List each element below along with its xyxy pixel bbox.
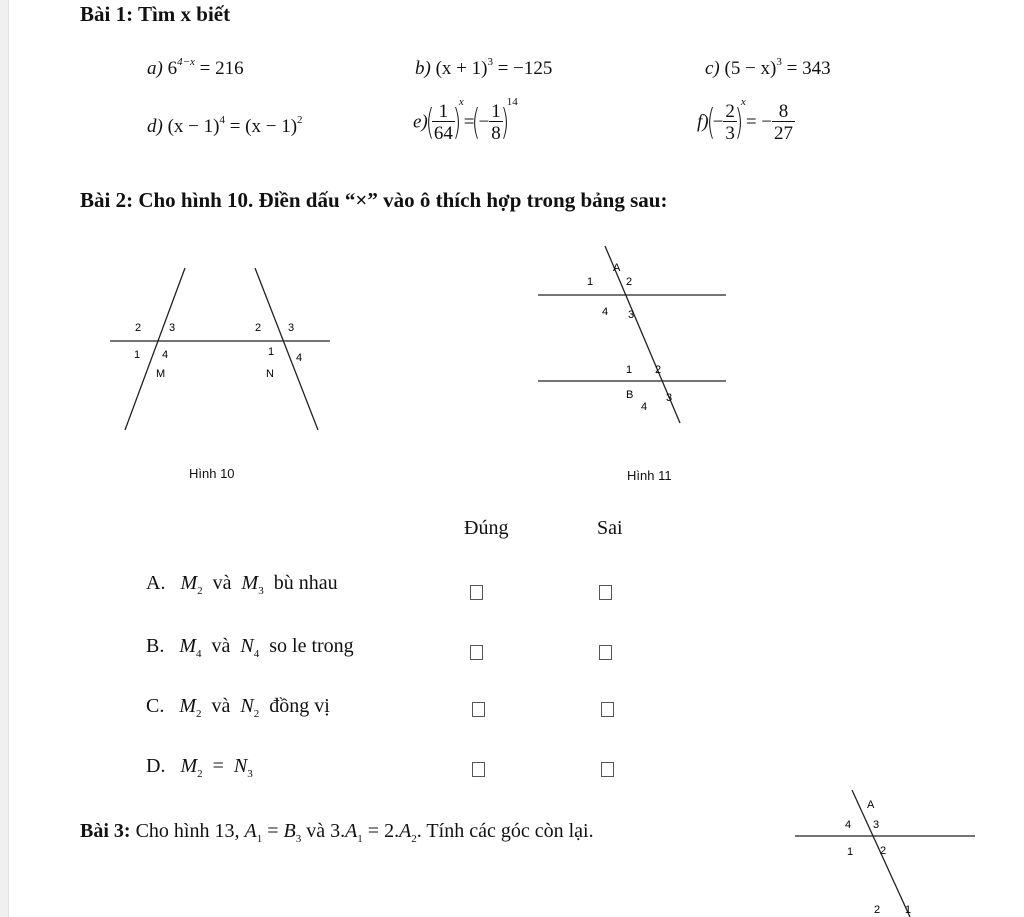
connector: và bbox=[211, 695, 231, 717]
bai1-item-c bbox=[705, 56, 831, 80]
exponent: 3 bbox=[776, 56, 782, 68]
fig11-a-1: 1 bbox=[587, 276, 594, 288]
item-label: c) bbox=[705, 58, 720, 79]
lhs: (x + 1) bbox=[435, 58, 488, 79]
connector: = bbox=[212, 755, 224, 777]
fig10-m-3: 3 bbox=[169, 322, 176, 334]
checkbox-a-false[interactable] bbox=[599, 585, 612, 600]
angle-index: 2 bbox=[197, 768, 203, 780]
table-row bbox=[146, 755, 253, 780]
bai2-title: Bài 2: Cho hình 10. Điền dấu “×” vào ô thích hợp trong bảng sau: bbox=[80, 188, 668, 212]
fig10-n-point: N bbox=[266, 368, 274, 380]
checkbox-d-true[interactable] bbox=[472, 762, 485, 777]
fig13-b-2: 2 bbox=[874, 904, 881, 916]
checkbox-b-true[interactable] bbox=[470, 645, 483, 660]
fig10-n-3: 3 bbox=[288, 322, 295, 334]
fraction-numerator: 2 bbox=[725, 101, 735, 123]
bai3-title: Bài 3: bbox=[80, 820, 131, 842]
fraction-denominator: 8 bbox=[491, 123, 501, 145]
equals-coefficient: = 2. bbox=[367, 820, 400, 842]
row-letter: A. bbox=[146, 572, 166, 594]
fig13-a-3: 3 bbox=[873, 819, 880, 831]
fig13-a-4: 4 bbox=[845, 819, 852, 831]
table-row bbox=[146, 695, 330, 720]
connector: và bbox=[212, 572, 232, 594]
bai1-item-a bbox=[147, 56, 244, 80]
fraction-denominator: 27 bbox=[774, 123, 793, 145]
exponent-left: 4 bbox=[219, 114, 225, 126]
lhs: (5 − x) bbox=[724, 58, 777, 79]
connector: và bbox=[306, 820, 326, 842]
fig10-m-point: M bbox=[156, 368, 166, 380]
fig10-m-4: 4 bbox=[162, 349, 169, 361]
bai1-item-b bbox=[415, 56, 552, 80]
fig11-a-3: 3 bbox=[628, 309, 635, 321]
fig11-b-3: 3 bbox=[666, 392, 673, 404]
rhs: = 216 bbox=[199, 58, 244, 79]
rhs: = −125 bbox=[497, 58, 553, 79]
fraction-numerator: 8 bbox=[778, 101, 789, 123]
bai1-title: Bài 1: Tìm x biết bbox=[80, 2, 231, 26]
fig10-n-4: 4 bbox=[296, 352, 303, 364]
angle-name: M bbox=[180, 572, 198, 594]
col-header-false: Sai bbox=[597, 517, 623, 539]
checkbox-d-false[interactable] bbox=[601, 762, 614, 777]
bai1-item-d bbox=[147, 114, 303, 138]
relation-text: so le trong bbox=[269, 635, 354, 657]
angle-index: 3 bbox=[258, 585, 264, 597]
item-label: b) bbox=[415, 58, 431, 79]
exponent: 3 bbox=[487, 56, 493, 68]
figure-10 bbox=[100, 255, 340, 445]
angle-name: M bbox=[179, 695, 197, 717]
angle-name: N bbox=[233, 755, 248, 777]
fig11-b-2: 2 bbox=[655, 364, 662, 376]
item-label: a) bbox=[147, 58, 163, 79]
angle-index: 3 bbox=[295, 833, 302, 845]
exponent: 14 bbox=[506, 96, 518, 108]
rhs: = (x − 1) bbox=[224, 116, 298, 137]
angle-name: M bbox=[179, 635, 197, 657]
fig11-b-4: 4 bbox=[641, 401, 648, 413]
exponent: x bbox=[458, 96, 464, 108]
minus-sign: − bbox=[712, 111, 724, 133]
bai3-intro: Cho hình 13, bbox=[135, 820, 240, 842]
fraction-denominator: 3 bbox=[725, 123, 735, 145]
fraction-numerator: 1 bbox=[438, 101, 449, 123]
fig10-caption: Hình 10 bbox=[189, 466, 235, 481]
fig11-b-1: 1 bbox=[626, 364, 633, 376]
bai3-statement bbox=[80, 820, 594, 845]
row-letter: C. bbox=[146, 695, 165, 717]
exponent: 4−x bbox=[177, 56, 195, 68]
figure-13 bbox=[790, 782, 980, 917]
bai1-item-e: e)( $\frac{1}{64}$ )$^x$=(− $\frac{1}{8}$ )$^{14}$ bbox=[413, 96, 518, 145]
relation-text: bù nhau bbox=[273, 572, 338, 594]
checkbox-a-true[interactable] bbox=[470, 585, 483, 600]
col-header-true: Đúng bbox=[464, 517, 509, 539]
coefficient: 3. bbox=[330, 820, 346, 842]
fig10-line-n bbox=[255, 268, 318, 430]
base: 6 bbox=[167, 58, 178, 79]
fig11-a-point: A bbox=[613, 262, 621, 274]
row-letter: B. bbox=[146, 635, 165, 657]
angle-index: 2 bbox=[411, 833, 417, 845]
fig11-a-4: 4 bbox=[602, 306, 609, 318]
exponent-right: 2 bbox=[297, 114, 303, 126]
table-row bbox=[146, 572, 338, 597]
angle-name: B bbox=[283, 820, 296, 842]
exponent: x bbox=[740, 96, 746, 108]
table-row bbox=[146, 635, 354, 660]
angle-name: A bbox=[345, 820, 358, 842]
angle-index: 3 bbox=[247, 768, 253, 780]
rhs: = 343 bbox=[786, 58, 831, 79]
angle-name: A bbox=[244, 820, 257, 842]
fig13-a-2: 2 bbox=[880, 845, 887, 857]
fig13-a-point: A bbox=[867, 799, 875, 811]
angle-index: 4 bbox=[196, 648, 202, 660]
lhs: (x − 1) bbox=[167, 116, 220, 137]
fig10-m-2: 2 bbox=[135, 322, 142, 334]
fig11-caption: Hình 11 bbox=[627, 468, 672, 483]
fig11-a-2: 2 bbox=[626, 276, 633, 288]
angle-index: 1 bbox=[357, 833, 363, 845]
angle-name: M bbox=[241, 572, 259, 594]
minus-sign: − bbox=[478, 111, 490, 133]
angle-name: N bbox=[240, 695, 254, 717]
angle-index: 4 bbox=[253, 648, 260, 660]
angle-name: A bbox=[399, 820, 412, 842]
connector: và bbox=[211, 635, 231, 657]
fig10-n-1: 1 bbox=[268, 346, 275, 358]
angle-name: N bbox=[240, 635, 254, 657]
angle-index: 1 bbox=[256, 833, 263, 845]
equals: = bbox=[463, 111, 475, 133]
relation-text: đồng vị bbox=[269, 695, 330, 717]
equals: = − bbox=[745, 111, 772, 133]
figure-11 bbox=[530, 238, 740, 438]
left-margin-bar bbox=[0, 0, 9, 917]
fraction-numerator: 1 bbox=[491, 101, 501, 123]
row-letter: D. bbox=[146, 755, 166, 777]
bai3-question: . Tính các góc còn lại. bbox=[416, 820, 594, 842]
fig13-a-1: 1 bbox=[847, 846, 854, 858]
fig13-b-1: 1 bbox=[905, 904, 912, 916]
fraction-denominator: 64 bbox=[433, 123, 453, 145]
item-label: e) bbox=[413, 111, 428, 133]
fig10-m-1: 1 bbox=[134, 349, 141, 361]
fig11-b-point: B bbox=[626, 389, 634, 401]
angle-index: 2 bbox=[196, 708, 202, 720]
equals: = bbox=[267, 820, 279, 842]
checkbox-c-true[interactable] bbox=[472, 702, 485, 717]
checkbox-b-false[interactable] bbox=[599, 645, 612, 660]
checkbox-c-false[interactable] bbox=[601, 702, 614, 717]
angle-index: 2 bbox=[253, 708, 260, 720]
item-label: d) bbox=[147, 116, 163, 137]
bai1-item-f: f)(− $\frac{2}{3}$ )$^x$= − $\frac{8}{27}$ bbox=[697, 96, 793, 145]
fig10-n-2: 2 bbox=[255, 322, 262, 334]
angle-index: 2 bbox=[197, 585, 203, 597]
item-label: f) bbox=[697, 111, 709, 133]
angle-name: M bbox=[180, 755, 198, 777]
